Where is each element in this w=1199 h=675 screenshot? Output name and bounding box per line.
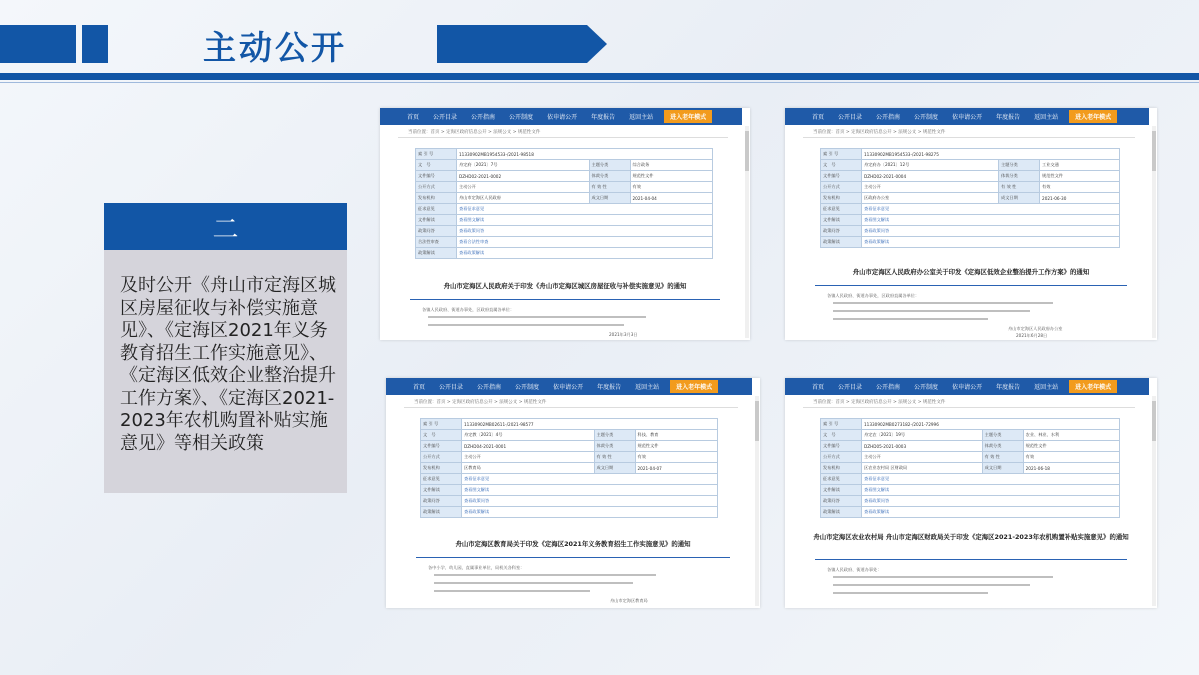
meta-row — [416, 248, 713, 259]
meta-row — [821, 496, 1120, 507]
nav-item[interactable]: 公开制度 — [914, 384, 939, 391]
header-block-small — [82, 25, 108, 63]
nav-item[interactable]: 年度报告 — [996, 114, 1021, 121]
meta-row — [821, 430, 1120, 441]
scrollbar-thumb[interactable] — [1152, 401, 1156, 441]
nav-item[interactable]: 首页 — [407, 114, 420, 121]
meta-key: 征求意见 — [821, 474, 862, 485]
document-salutation: 各镇人民政府、街道办事处，区政府直属各单位： — [827, 293, 920, 298]
meta-key: 成文日期 — [999, 193, 1040, 204]
meta-value: DZHD04-2021-0001 — [462, 441, 595, 452]
breadcrumb: 当前位置：首页 > 定海区政府信息公开 > 法规公文 > 规范性文件 — [408, 130, 541, 135]
elder-mode-button[interactable]: 进入老年模式 — [1069, 110, 1117, 123]
document-meta-table — [820, 418, 1120, 518]
meta-value: 有效 — [630, 182, 713, 193]
meta-key: 发布机构 — [821, 193, 862, 204]
meta-value: 舟定府〔2021〕7号 — [457, 160, 590, 171]
meta-key: 文件解读 — [821, 215, 862, 226]
breadcrumb-divider — [803, 137, 1135, 138]
meta-value[interactable]: 查看图文解读 — [457, 215, 713, 226]
meta-key: 文 号 — [416, 160, 457, 171]
meta-value: DZHD02-2021-0002 — [457, 171, 590, 182]
meta-value: 11330902MB1954533-/2021-98518 — [457, 149, 713, 160]
meta-value: 区政府办公室 — [862, 193, 999, 204]
meta-key: 政策解读 — [421, 507, 462, 518]
document-signature: 舟山市定海区人民政府办公室 — [1008, 326, 1063, 331]
meta-value: 主动公开 — [862, 182, 999, 193]
meta-value: 区教育局 — [462, 463, 595, 474]
header-divider-thin — [0, 82, 1199, 83]
meta-row — [416, 171, 713, 182]
meta-key: 文件编号 — [416, 171, 457, 182]
meta-value[interactable]: 查看图文解读 — [862, 485, 1120, 496]
scrollbar-thumb[interactable] — [1152, 131, 1156, 171]
meta-value: 有效 — [1023, 452, 1119, 463]
policy-page-screenshot — [785, 378, 1157, 608]
meta-row — [416, 237, 713, 248]
document-title: 舟山市定海区人民政府办公室关于印发《定海区低效企业整治提升工作方案》的通知 — [852, 268, 1090, 276]
header-divider — [0, 73, 1199, 80]
document-body-text — [833, 576, 1053, 578]
nav-item[interactable]: 公开制度 — [914, 114, 939, 121]
meta-value: 11330902MB1954533-/2021-98275 — [862, 149, 1120, 160]
meta-value[interactable]: 查看征求意见 — [862, 474, 1120, 485]
meta-key: 政策解读 — [821, 237, 862, 248]
scrollbar[interactable] — [745, 126, 749, 338]
nav-item[interactable]: 年度报告 — [591, 114, 616, 121]
meta-value: 规范性文件 — [635, 441, 718, 452]
document-salutation: 各镇人民政府、街道办事处： — [827, 567, 882, 572]
meta-value: DZHD05-2021-0003 — [862, 441, 983, 452]
meta-value[interactable]: 查看征求意见 — [862, 204, 1120, 215]
meta-key: 文 号 — [821, 430, 862, 441]
breadcrumb: 当前位置：首页 > 定海区政府信息公开 > 法规公文 > 规范性文件 — [414, 400, 547, 405]
meta-key: 合法性审查 — [416, 237, 457, 248]
site-nav-bar — [386, 378, 752, 395]
meta-row — [421, 463, 718, 474]
document-body-text — [434, 574, 656, 576]
meta-value[interactable]: 查看政策解读 — [462, 507, 718, 518]
meta-row — [416, 193, 713, 204]
meta-value: 规范性文件 — [1040, 171, 1120, 182]
meta-row — [821, 419, 1120, 430]
document-body-text — [833, 318, 988, 320]
meta-key: 文件编号 — [421, 441, 462, 452]
meta-value: 舟山市定海区人民政府 — [457, 193, 590, 204]
meta-key: 体裁分类 — [594, 441, 635, 452]
meta-value[interactable]: 查看征求意见 — [462, 474, 718, 485]
nav-item[interactable]: 公开指南 — [876, 384, 901, 391]
nav-item[interactable]: 首页 — [812, 114, 825, 121]
meta-key: 征求意见 — [421, 474, 462, 485]
nav-item[interactable]: 公开指南 — [477, 384, 502, 391]
meta-value[interactable]: 查看政策问答 — [862, 496, 1120, 507]
meta-row — [821, 226, 1120, 237]
meta-key: 政策问答 — [821, 496, 862, 507]
meta-row — [421, 441, 718, 452]
meta-key: 有 效 性 — [999, 182, 1040, 193]
nav-item[interactable]: 年度报告 — [597, 384, 622, 391]
header-arrow-icon — [437, 25, 607, 63]
meta-row — [821, 204, 1120, 215]
page-title: 主动公开 — [203, 28, 347, 67]
document-meta-table — [415, 148, 713, 259]
nav-item[interactable]: 年度报告 — [996, 384, 1021, 391]
meta-key: 公开方式 — [821, 182, 862, 193]
meta-key: 索 引 号 — [821, 149, 862, 160]
breadcrumb-divider — [398, 137, 728, 138]
meta-row — [416, 215, 713, 226]
document-body-text — [833, 592, 988, 594]
nav-item[interactable]: 依申请公开 — [952, 384, 983, 391]
scrollbar-thumb[interactable] — [745, 131, 749, 171]
document-salutation: 各中小学、幼儿园，直属事业单位，局机关各科室： — [428, 565, 525, 570]
meta-value: 有效 — [635, 452, 718, 463]
nav-item[interactable]: 公开制度 — [509, 114, 534, 121]
meta-key: 征求意见 — [416, 204, 457, 215]
breadcrumb-divider — [803, 407, 1135, 408]
meta-key: 公开方式 — [421, 452, 462, 463]
site-nav-bar — [785, 378, 1149, 395]
document-title-rule — [416, 557, 730, 558]
meta-key: 主题分类 — [982, 430, 1023, 441]
header-block-left — [0, 25, 76, 63]
meta-key: 主题分类 — [589, 160, 630, 171]
meta-value: 主动公开 — [462, 452, 595, 463]
meta-key: 政策问答 — [416, 226, 457, 237]
meta-row — [421, 419, 718, 430]
nav-item[interactable]: 公开目录 — [838, 114, 863, 121]
elder-mode-button[interactable]: 进入老年模式 — [664, 110, 712, 123]
document-title-rule — [410, 299, 720, 300]
policy-page-screenshot — [386, 378, 760, 608]
meta-key: 公开方式 — [416, 182, 457, 193]
meta-key: 文件解读 — [821, 485, 862, 496]
meta-key: 发布机构 — [821, 463, 862, 474]
meta-value: 11330902MB0273182-/2021-72996 — [862, 419, 1120, 430]
meta-key: 政策解读 — [821, 507, 862, 518]
meta-row — [821, 149, 1120, 160]
meta-value: 舟定府办〔2021〕12号 — [862, 160, 999, 171]
meta-key: 文件编号 — [821, 441, 862, 452]
document-body-text — [434, 590, 590, 592]
meta-key: 文件解读 — [421, 485, 462, 496]
meta-key: 有 效 性 — [982, 452, 1023, 463]
document-meta-table — [420, 418, 718, 518]
elder-mode-button[interactable]: 进入老年模式 — [1069, 380, 1117, 393]
nav-item[interactable]: 首页 — [812, 384, 825, 391]
nav-item[interactable]: 返回主站 — [1034, 384, 1059, 391]
meta-value[interactable]: 查看政策问答 — [462, 496, 718, 507]
nav-item[interactable]: 公开目录 — [439, 384, 464, 391]
meta-key: 主题分类 — [594, 430, 635, 441]
elder-mode-button[interactable]: 进入老年模式 — [670, 380, 718, 393]
meta-value[interactable]: 查看征求意见 — [457, 204, 713, 215]
meta-row — [421, 452, 718, 463]
meta-row — [416, 182, 713, 193]
meta-value: 主动公开 — [862, 452, 983, 463]
meta-key: 公开方式 — [821, 452, 862, 463]
meta-value[interactable]: 查看政策解读 — [862, 507, 1120, 518]
meta-value[interactable]: 查看图文解读 — [862, 215, 1120, 226]
document-signature: 舟山市定海区教育局 — [610, 598, 648, 603]
nav-item[interactable]: 公开目录 — [838, 384, 863, 391]
document-title-rule — [815, 285, 1127, 286]
meta-row — [821, 215, 1120, 226]
meta-key: 文 号 — [421, 430, 462, 441]
meta-value: 2021-06-18 — [1023, 463, 1119, 474]
meta-key: 体裁分类 — [982, 441, 1023, 452]
meta-value: 2021-04-07 — [635, 463, 718, 474]
meta-row — [421, 430, 718, 441]
meta-key: 体裁分类 — [589, 171, 630, 182]
meta-row — [421, 474, 718, 485]
meta-key: 政策问答 — [821, 226, 862, 237]
document-body-text — [428, 324, 624, 326]
section-number: 二 — [212, 215, 239, 245]
meta-row — [821, 441, 1120, 452]
nav-item[interactable]: 依申请公开 — [952, 114, 983, 121]
meta-value[interactable]: 查看政策问答 — [862, 226, 1120, 237]
meta-row — [416, 226, 713, 237]
policy-page-screenshot — [380, 108, 750, 340]
breadcrumb-divider — [404, 407, 738, 408]
meta-value: 科技、教育 — [635, 430, 718, 441]
meta-row — [416, 149, 713, 160]
scrollbar[interactable] — [1152, 396, 1156, 606]
meta-row — [421, 496, 718, 507]
meta-row — [821, 193, 1120, 204]
site-nav-bar — [380, 108, 742, 125]
nav-item[interactable]: 公开制度 — [515, 384, 540, 391]
nav-item[interactable]: 公开指南 — [876, 114, 901, 121]
meta-key: 索 引 号 — [821, 419, 862, 430]
meta-row — [821, 507, 1120, 518]
meta-key: 索 引 号 — [416, 149, 457, 160]
meta-key: 有 效 性 — [589, 182, 630, 193]
meta-value: 舟定农〔2021〕19号 — [862, 430, 983, 441]
meta-key: 主题分类 — [999, 160, 1040, 171]
site-nav-bar — [785, 108, 1149, 125]
meta-value: 11330902MB02611-/2021-98577 — [462, 419, 718, 430]
nav-item[interactable]: 依申请公开 — [553, 384, 584, 391]
meta-key: 文件编号 — [821, 171, 862, 182]
document-meta-table — [820, 148, 1120, 248]
meta-value: 2021-04-04 — [630, 193, 713, 204]
nav-item[interactable]: 首页 — [413, 384, 426, 391]
meta-value: 农业、林业、水利 — [1023, 430, 1119, 441]
meta-row — [416, 204, 713, 215]
meta-key: 成文日期 — [982, 463, 1023, 474]
breadcrumb: 当前位置：首页 > 定海区政府信息公开 > 法规公文 > 规范性文件 — [813, 400, 946, 405]
meta-row — [821, 474, 1120, 485]
meta-row — [821, 160, 1120, 171]
policy-page-screenshot — [785, 108, 1157, 340]
nav-item[interactable]: 公开目录 — [433, 114, 458, 121]
meta-value: 规范性文件 — [1023, 441, 1119, 452]
document-salutation: 各镇人民政府、街道办事处，区政府直属各单位： — [422, 307, 515, 312]
scrollbar[interactable] — [1152, 126, 1156, 338]
document-body-text — [428, 316, 646, 318]
meta-value: 区农业农村局 区财政局 — [862, 463, 983, 474]
nav-item[interactable]: 公开指南 — [471, 114, 496, 121]
meta-value: 规范性文件 — [630, 171, 713, 182]
meta-value: 2021-06-30 — [1040, 193, 1120, 204]
meta-row — [821, 452, 1120, 463]
meta-key: 文 号 — [821, 160, 862, 171]
meta-row — [821, 237, 1120, 248]
section-description: 及时公开《舟山市定海区城区房屋征收与补偿实施意见》、《定海区2021年义务教育招生工作实施意见》、《定海区低效企业整治提升工作方案》、《定海区2021-2023年农机购置补贴实施意见》等相关政策 — [120, 275, 336, 454]
document-title: 舟山市定海区人民政府关于印发《舟山市定海区城区房屋征收与补偿实施意见》的通知 — [443, 282, 687, 290]
document-body-text — [833, 584, 1030, 586]
document-title: 舟山市定海区农业农村局 舟山市定海区财政局关于印发《定海区2021-2023年农机购置补贴实施意见》的通知 — [813, 533, 1129, 541]
document-date: 2021年3月3日 — [609, 332, 638, 337]
meta-value: 工业交通 — [1040, 160, 1120, 171]
meta-row — [821, 182, 1120, 193]
meta-value: DZHD02-2021-0004 — [862, 171, 999, 182]
meta-key: 政策解读 — [416, 248, 457, 259]
section-number-banner — [104, 203, 347, 250]
document-date: 2021年6月28日 — [1016, 333, 1048, 338]
nav-item[interactable]: 返回主站 — [635, 384, 660, 391]
meta-value: 主动公开 — [457, 182, 590, 193]
document-body-text — [833, 310, 1030, 312]
meta-row — [421, 485, 718, 496]
meta-row — [421, 507, 718, 518]
document-body-text — [434, 582, 633, 584]
meta-value: 综合政务 — [630, 160, 713, 171]
meta-key: 发布机构 — [421, 463, 462, 474]
scrollbar[interactable] — [755, 396, 759, 606]
nav-item[interactable]: 返回主站 — [629, 114, 654, 121]
meta-key: 政策问答 — [421, 496, 462, 507]
nav-item[interactable]: 返回主站 — [1034, 114, 1059, 121]
meta-key: 文件解读 — [416, 215, 457, 226]
meta-key: 成文日期 — [594, 463, 635, 474]
meta-row — [416, 160, 713, 171]
meta-key: 索 引 号 — [421, 419, 462, 430]
meta-row — [821, 171, 1120, 182]
meta-row — [821, 463, 1120, 474]
meta-value[interactable]: 查看政策问答 — [457, 226, 713, 237]
meta-value[interactable]: 查看政策解读 — [862, 237, 1120, 248]
document-body-text — [833, 302, 1053, 304]
meta-row — [821, 485, 1120, 496]
meta-value: 有效 — [1040, 182, 1120, 193]
meta-key: 有 效 性 — [594, 452, 635, 463]
meta-key: 成文日期 — [589, 193, 630, 204]
document-title: 舟山市定海区教育局关于印发《定海区2021年义务教育招生工作实施意见》的通知 — [455, 540, 691, 548]
breadcrumb: 当前位置：首页 > 定海区政府信息公开 > 法规公文 > 规范性文件 — [813, 130, 946, 135]
header-bar — [0, 0, 1199, 80]
section-card — [104, 203, 347, 493]
meta-key: 发布机构 — [416, 193, 457, 204]
meta-value[interactable]: 查看政策解读 — [457, 248, 713, 259]
meta-value[interactable]: 查看合法性审查 — [457, 237, 713, 248]
meta-value: 舟定教〔2021〕4号 — [462, 430, 595, 441]
meta-key: 征求意见 — [821, 204, 862, 215]
nav-item[interactable]: 依申请公开 — [547, 114, 578, 121]
document-title-rule — [815, 559, 1127, 560]
scrollbar-thumb[interactable] — [755, 401, 759, 441]
meta-key: 体裁分类 — [999, 171, 1040, 182]
meta-value[interactable]: 查看图文解读 — [462, 485, 718, 496]
